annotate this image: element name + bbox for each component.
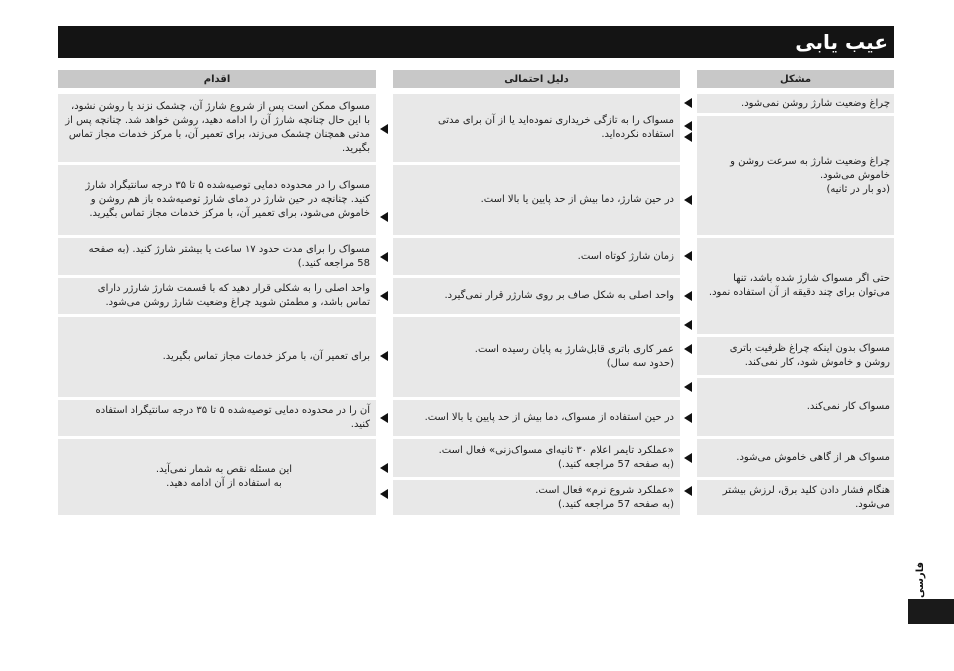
- arrow-left-icon: [684, 195, 692, 205]
- problem-text: چراغ وضعیت شارژ روشن نمی‌شود.: [741, 97, 890, 109]
- problem-text: هنگام فشار دادن کلید برق، لرزش بیشتر می‌شود.: [722, 484, 890, 510]
- arrow-left-icon: [380, 489, 388, 499]
- action-text: این مسئله نقص به شمار نمی‌آید. به استفاده از آن ادامه دهید.: [155, 464, 293, 489]
- arrow-left-icon: [380, 351, 388, 361]
- problem-text: مسواک بدون اینکه چراغ ظرفیت باتری روشن و خاموش شود، کار نمی‌کند.: [729, 343, 890, 368]
- cause-cell: [393, 439, 680, 477]
- cause-cell: [393, 278, 680, 314]
- action-cell: [58, 400, 376, 436]
- cause-text: مسواک را به تازگی خریداری نموده‌اید یا از آن برای مدتی استفاده نکرده‌اید.: [437, 115, 674, 140]
- language-tab: [908, 599, 954, 624]
- arrow-left-icon: [684, 453, 692, 463]
- action-text: مسواک ممکن است پس از شروع شارژ آن، چشمک نزند یا روشن نشود، با این حال چنانچه شارژ آن را ادامه دهید، روشن خواهد شد. چنانچه پس از مدتی همچنان چشمک می‌زند، برای تعمیر آن، با مرکز خدمات مجاز تماس بگیرید.: [65, 101, 370, 154]
- action-cell: [58, 165, 376, 235]
- problem-cell: [697, 378, 894, 436]
- action-text: آن را در محدوده دمایی توصیه‌شده ۵ تا ۳۵ درجه سانتیگراد استفاده کنید.: [95, 405, 370, 430]
- action-text: مسواک را برای مدت حدود ۱۷ ساعت یا بیشتر شارژ کنید. (به صفحه 58 مراجعه کنید.): [88, 243, 370, 269]
- cause-cell: [393, 317, 680, 397]
- cause-text: عمر کاری باتری قابل‌شارژ به پایان رسیده است. (حدود سه سال): [474, 344, 674, 369]
- action-text: مسواک را در محدوده دمایی توصیه‌شده ۵ تا ۳۵ درجه سانتیگراد شارژ کنید. چنانچه در حین شارژ در دمای شارژ توصیه‌شده باز هم روشن و خاموش می‌شود، برای تعمیر آن، با مرکز خدمات مجاز تماس بگیرید.: [85, 180, 370, 219]
- cause-text: زمان شارژ کوتاه است.: [577, 250, 674, 262]
- problem-cell: [697, 480, 894, 515]
- problem-cell: [697, 116, 894, 235]
- page-title-bar: [58, 26, 894, 58]
- problem-cell: [697, 439, 894, 477]
- action-text: واحد اصلی را به شکلی قرار دهید که با قسمت شارژ شارژر دارای تماس باشد، و مطمئن شوید چراغ وضعیت شارژ روشن می‌شود.: [97, 283, 370, 308]
- cause-cell: [393, 165, 680, 235]
- problem-cell: [697, 337, 894, 375]
- problem-text: مسواک کار نمی‌کند.: [806, 401, 890, 412]
- cause-cell: [393, 94, 680, 162]
- action-cell: [58, 238, 376, 275]
- arrow-left-icon: [684, 251, 692, 261]
- arrow-left-icon: [684, 413, 692, 423]
- cause-text: در حین شارژ، دما بیش از حد پایین یا بالا است.: [480, 194, 674, 205]
- arrow-left-icon: [684, 121, 692, 131]
- action-cell: [58, 94, 376, 162]
- header-problem: مشکل: [697, 70, 894, 88]
- language-label: فارسی: [915, 562, 926, 599]
- page-title: عیب یابی: [795, 30, 888, 54]
- arrow-left-icon: [684, 132, 692, 142]
- action-text: برای تعمیر آن، با مرکز خدمات مجاز تماس بگیرید.: [162, 351, 370, 362]
- arrow-left-icon: [684, 486, 692, 496]
- action-cell: [58, 317, 376, 397]
- arrow-left-icon: [684, 320, 692, 330]
- arrow-left-icon: [380, 124, 388, 134]
- arrow-left-icon: [684, 382, 692, 392]
- action-cell: [58, 278, 376, 314]
- problem-cell: [697, 238, 894, 334]
- problem-cell: [697, 94, 894, 113]
- problem-text: چراغ وضعیت شارژ به سرعت روشن و خاموش می‌شود. (دو بار در ثانیه): [730, 155, 890, 195]
- cause-text: واحد اصلی به شکل صاف بر روی شارژر قرار نمی‌گیرد.: [444, 290, 674, 301]
- problem-text: حتی اگر مسواک شارژ شده باشد، تنها می‌توان برای چند دقیقه از آن استفاده نمود.: [708, 273, 890, 298]
- cause-text: «عملکرد شروع نرم» فعال است. (به صفحه 57 مراجعه کنید.): [535, 484, 674, 510]
- arrow-left-icon: [380, 252, 388, 262]
- cause-text: در حین استفاده از مسواک، دما بیش از حد پایین یا بالا است.: [424, 412, 674, 423]
- cause-cell: [393, 238, 680, 275]
- cause-cell: [393, 400, 680, 436]
- arrow-left-icon: [684, 98, 692, 108]
- arrow-left-icon: [684, 344, 692, 354]
- arrow-left-icon: [380, 413, 388, 423]
- arrow-left-icon: [684, 291, 692, 301]
- problem-text: مسواک هر از گاهی خاموش می‌شود.: [736, 452, 890, 463]
- arrow-left-icon: [380, 463, 388, 473]
- action-cell: [58, 439, 376, 515]
- header-action: اقدام: [58, 70, 376, 88]
- cause-cell: [393, 480, 680, 515]
- arrow-left-icon: [380, 291, 388, 301]
- cause-text: «عملکرد تایمر اعلام ۳۰ ثانیه‌ای مسواک‌زنی» فعال است. (به صفحه 57 مراجعه کنید.): [438, 445, 674, 470]
- header-cause: دلیل احتمالی: [393, 70, 680, 88]
- arrow-left-icon: [380, 212, 388, 222]
